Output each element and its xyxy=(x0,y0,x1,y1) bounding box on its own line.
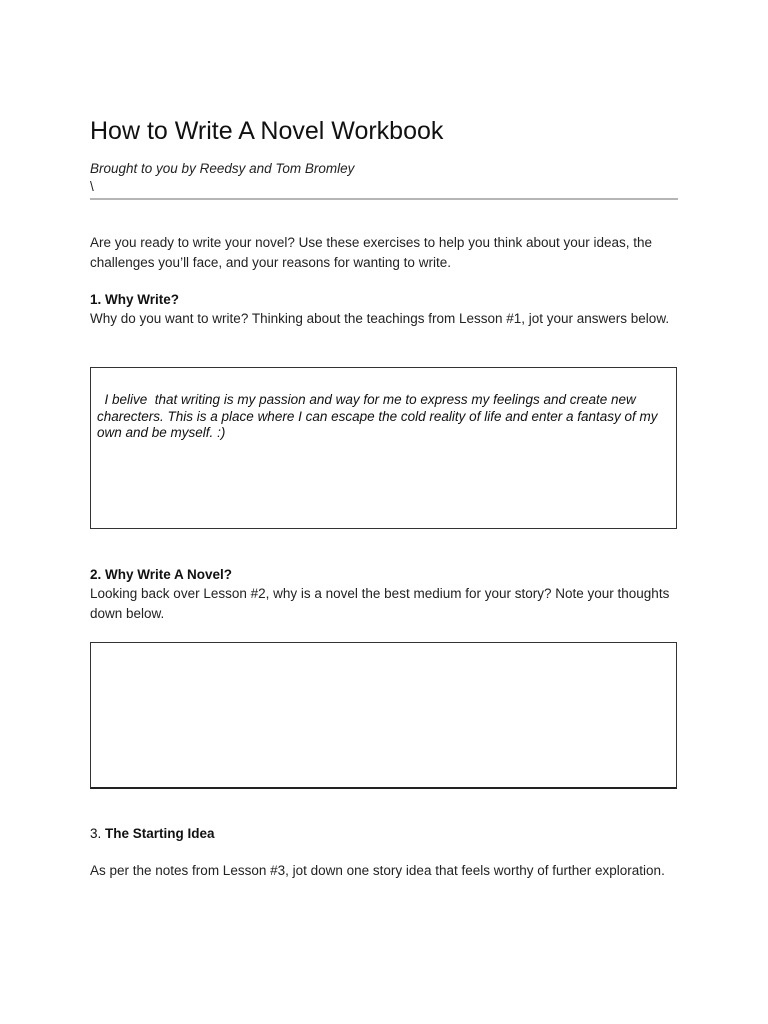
section-3-heading xyxy=(90,826,215,841)
section-3-title: The Starting Idea xyxy=(105,826,215,841)
document-subtitle: Brought to you by Reedsy and Tom Bromley xyxy=(90,161,355,176)
stray-backslash: \ xyxy=(90,179,94,194)
section-1-prompt: Why do you want to write? Thinking about the teachings from Lesson #1, jot your answers below. xyxy=(90,311,670,326)
section-3-separator: . xyxy=(97,826,106,841)
section-1-answer-box[interactable] xyxy=(90,367,677,529)
intro-paragraph: Are you ready to write your novel? Use these exercises to help you think about your ideas, the challenges you’ll face, and your reasons for wanting to write. xyxy=(90,235,653,270)
section-2-prompt: Looking back over Lesson #2, why is a novel the best medium for your story? Note your thoughts down below. xyxy=(90,586,670,621)
section-2-answer-box[interactable] xyxy=(90,642,677,789)
title-divider xyxy=(90,198,678,200)
section-1-answer-text[interactable]: I belive that writing is my passion and way for me to express my feelings and create new charecters. This is a place where I can escape the cold reality of life and enter a fantasy of my own and be myself. :) xyxy=(97,392,662,440)
section-3-number: 3 xyxy=(90,826,98,841)
section-3-prompt: As per the notes from Lesson #3, jot down one story idea that feels worthy of further exploration. xyxy=(90,863,665,878)
section-2-heading: 2. Why Write A Novel? xyxy=(90,567,233,582)
section-1-heading: 1. Why Write? xyxy=(90,292,180,307)
document-title: How to Write A Novel Workbook xyxy=(90,117,444,145)
